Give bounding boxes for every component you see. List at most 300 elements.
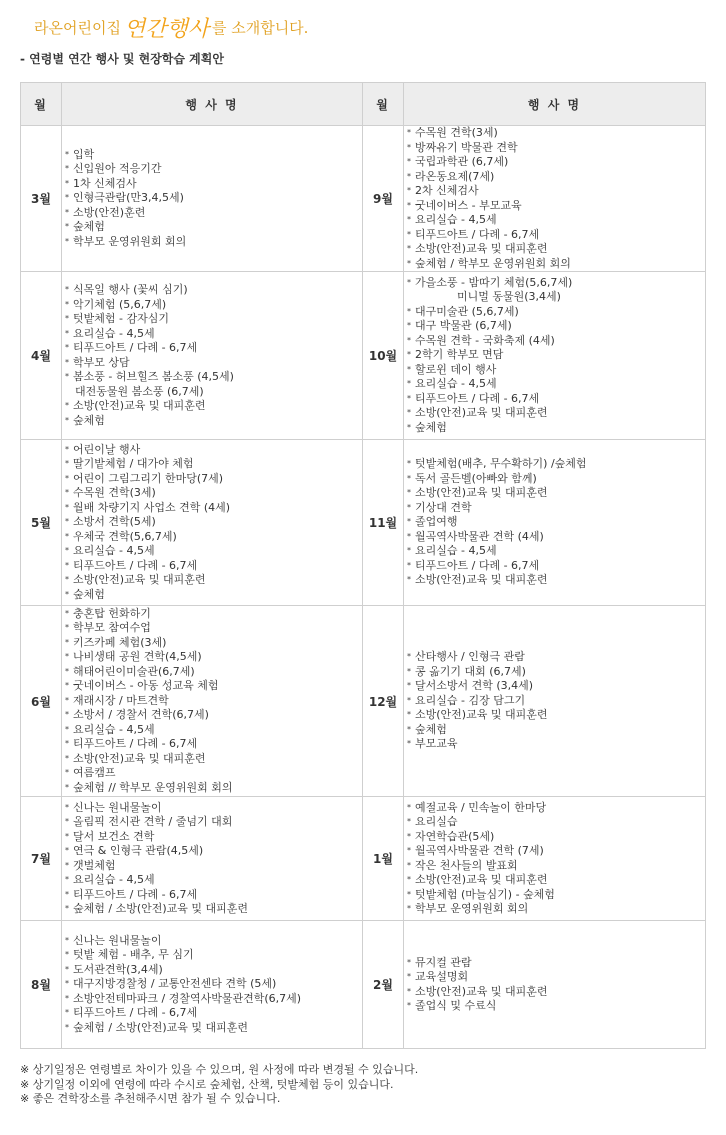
event-item	[65, 220, 359, 235]
event-text: 1차 신체검사	[73, 176, 137, 190]
column-header-event: 행 사 명	[62, 83, 363, 126]
event-item	[407, 815, 702, 830]
event-text: 요리실습 - 4,5세	[415, 377, 497, 391]
asterisk-bullet-icon: *	[407, 393, 411, 403]
notes-section	[20, 1063, 418, 1107]
event-text: 가을소풍 - 밤따기 체험(5,6,7세)	[415, 275, 573, 289]
asterisk-bullet-icon: *	[65, 831, 69, 841]
event-item	[407, 170, 702, 185]
event-item	[65, 443, 359, 458]
month-cell: 10월	[363, 272, 404, 440]
asterisk-bullet-icon: *	[65, 236, 69, 246]
month-cell: 7월	[21, 797, 62, 921]
event-item	[65, 752, 359, 767]
table-row	[21, 126, 706, 272]
header-suffix: 를 소개합니다.	[211, 18, 309, 37]
event-item	[407, 184, 702, 199]
event-list-cell	[62, 606, 363, 797]
event-text: 소방(안전)교육 및 대피훈련	[73, 573, 206, 587]
event-item	[407, 530, 702, 545]
asterisk-bullet-icon: *	[65, 666, 69, 676]
event-text: 숲체험 // 학부모 운영위원회 회의	[73, 780, 233, 794]
event-item	[407, 472, 702, 487]
event-text: 수목원 견학(3세)	[415, 126, 498, 139]
event-text: 대구 박물관 (6,7세)	[415, 319, 512, 333]
event-text: 교육설명회	[415, 970, 469, 983]
event-item	[65, 312, 359, 327]
event-text: 자연학습관(5세)	[415, 829, 495, 843]
event-text: 텃밭체험 (마늘심기) - 숲체험	[415, 887, 555, 901]
event-item	[65, 694, 359, 709]
asterisk-bullet-icon: *	[407, 335, 411, 345]
event-item	[407, 844, 702, 859]
asterisk-bullet-icon: *	[407, 142, 411, 152]
event-item	[407, 155, 702, 170]
asterisk-bullet-icon: *	[407, 972, 411, 981]
asterisk-bullet-icon: *	[65, 904, 69, 913]
event-text: 여름캠프	[73, 766, 116, 780]
event-item	[65, 486, 359, 501]
event-item	[407, 228, 702, 243]
asterisk-bullet-icon: *	[407, 459, 411, 469]
event-text: 해태어린이미술관(6,7세)	[73, 664, 195, 678]
asterisk-bullet-icon: *	[65, 652, 69, 662]
event-item	[65, 148, 359, 163]
event-text: 티푸드아트 / 다례 - 6,7세	[415, 558, 540, 572]
event-item	[407, 213, 702, 228]
event-item	[65, 859, 359, 874]
event-item	[407, 873, 702, 888]
event-text: 숲체험 / 소방(안전)교육 및 대피훈련	[73, 1020, 249, 1034]
event-text: 재래시장 / 마트견학	[73, 693, 169, 707]
asterisk-bullet-icon: *	[65, 753, 69, 763]
event-item	[407, 363, 702, 378]
asterisk-bullet-icon: *	[65, 1022, 69, 1032]
event-item	[65, 650, 359, 665]
event-item	[407, 199, 702, 214]
event-item	[65, 1021, 359, 1036]
event-item	[407, 694, 702, 709]
event-text: 키즈카페 체험(3세)	[73, 635, 167, 649]
event-item	[65, 501, 359, 516]
event-text: 숲체험 / 소방(안전)교육 및 대피훈련	[73, 902, 249, 915]
asterisk-bullet-icon: *	[407, 379, 411, 389]
asterisk-bullet-icon: *	[65, 546, 69, 556]
asterisk-bullet-icon: *	[407, 739, 411, 749]
table-header-row	[21, 83, 706, 126]
event-text: 소방(안전)교육 및 대피훈련	[415, 573, 548, 587]
month-cell: 9월	[363, 126, 404, 272]
event-text: 소방(안전)교육 및 대피훈련	[415, 984, 548, 998]
event-text: 할로윈 데이 행사	[415, 362, 497, 376]
event-text: 졸업여행	[415, 515, 458, 529]
asterisk-bullet-icon: *	[407, 157, 411, 166]
event-text: 소방(안전)교육 및 대피훈련	[73, 751, 206, 765]
event-list-cell	[404, 797, 706, 921]
asterisk-bullet-icon: *	[65, 724, 69, 734]
event-item	[407, 559, 702, 574]
table-row	[21, 921, 706, 1049]
event-item	[65, 370, 359, 385]
event-item	[407, 486, 702, 501]
event-item	[407, 392, 702, 407]
event-item	[407, 334, 702, 349]
event-text: 소방(안전)교육 및 대피훈련	[415, 873, 548, 886]
event-item	[407, 665, 702, 680]
month-cell: 11월	[363, 440, 404, 606]
event-text: 연극 & 인형극 관람(4,5세)	[73, 844, 204, 857]
event-text: 나비생태 공원 견학(4,5세)	[73, 650, 202, 664]
annual-plan-table	[20, 82, 706, 1049]
event-item	[407, 888, 702, 903]
asterisk-bullet-icon: *	[65, 681, 69, 691]
event-item	[407, 457, 702, 472]
asterisk-bullet-icon: *	[407, 681, 411, 691]
asterisk-bullet-icon: *	[65, 299, 69, 309]
asterisk-bullet-icon: *	[407, 473, 411, 483]
event-item	[65, 723, 359, 738]
asterisk-bullet-icon: *	[407, 710, 411, 720]
asterisk-bullet-icon: *	[65, 1008, 69, 1018]
month-cell: 1월	[363, 797, 404, 921]
asterisk-bullet-icon: *	[407, 831, 411, 841]
event-list-cell	[62, 440, 363, 606]
header-prefix: 라온어린이집	[34, 18, 121, 37]
asterisk-bullet-icon: *	[65, 964, 69, 974]
event-text: 학부모 운영위원회 회의	[73, 234, 187, 248]
asterisk-bullet-icon: *	[65, 802, 69, 812]
event-item	[407, 377, 702, 392]
event-text: 달서 보건소 견학	[73, 829, 155, 843]
event-item	[65, 588, 359, 603]
asterisk-bullet-icon: *	[65, 372, 69, 381]
asterisk-bullet-icon: *	[407, 817, 411, 826]
asterisk-bullet-icon: *	[407, 488, 411, 498]
event-text: 텃밭체험 - 감자심기	[73, 312, 169, 325]
event-item	[65, 515, 359, 530]
event-text: 요리실습 - 4,5세	[73, 544, 155, 558]
event-item	[65, 934, 359, 949]
event-item	[65, 177, 359, 192]
asterisk-bullet-icon: *	[407, 695, 411, 705]
event-item	[65, 948, 359, 963]
event-text: 갯벌체험	[73, 858, 116, 872]
event-item	[407, 902, 702, 917]
event-item	[407, 859, 702, 874]
event-item	[407, 348, 702, 363]
event-item	[407, 708, 702, 723]
asterisk-bullet-icon: *	[407, 986, 411, 996]
event-item	[65, 544, 359, 559]
asterisk-bullet-icon: *	[65, 164, 69, 174]
event-item	[407, 956, 702, 971]
asterisk-bullet-icon: *	[65, 502, 69, 512]
event-list-cell	[62, 126, 363, 272]
asterisk-bullet-icon: *	[407, 531, 411, 541]
event-item	[65, 873, 359, 888]
note-line: ※ 상기일정은 연령별로 차이가 있을 수 있으며, 원 사정에 따라 변경될 수 있습니다.	[20, 1063, 419, 1076]
event-text: 방짜유기 박물관 견학	[415, 140, 518, 154]
asterisk-bullet-icon: *	[407, 128, 411, 137]
event-text: 소방(안전)훈련	[73, 205, 146, 219]
event-item	[407, 573, 702, 588]
asterisk-bullet-icon: *	[65, 935, 69, 945]
asterisk-bullet-icon: *	[407, 306, 411, 316]
asterisk-bullet-icon: *	[65, 817, 69, 826]
table-body	[21, 126, 706, 1049]
event-item	[65, 679, 359, 694]
event-text: 티푸드아트 / 다례 - 6,7세	[73, 558, 198, 572]
asterisk-bullet-icon: *	[407, 215, 411, 224]
asterisk-bullet-icon: *	[407, 802, 411, 812]
event-text: 작은 천사들의 발표회	[415, 858, 518, 872]
event-text: 봄소풍 - 허브힐즈 봄소풍 (4,5세)	[73, 370, 234, 383]
asterisk-bullet-icon: *	[65, 222, 69, 232]
event-text: 어린이 그림그리기 한마당(7세)	[73, 471, 224, 485]
event-text: 티푸드아트 / 다례 - 6,7세	[73, 1006, 198, 1020]
event-item	[407, 319, 702, 334]
event-item	[407, 305, 702, 320]
event-text: 학부모 운영위원회 회의	[415, 902, 529, 915]
event-text: 콩 옮기기 대회 (6,7세)	[415, 664, 526, 678]
event-item	[65, 992, 359, 1007]
event-item	[65, 283, 359, 298]
asterisk-bullet-icon: *	[407, 666, 411, 676]
event-text: 요리실습 - 4,5세	[73, 326, 155, 340]
event-item	[65, 162, 359, 177]
event-text: 딸기밭체험 / 대가야 체험	[73, 457, 194, 471]
event-text: 인형극관람(만3,4,5세)	[73, 191, 184, 205]
event-item	[407, 650, 702, 665]
asterisk-bullet-icon: *	[407, 244, 411, 253]
event-text: 국립과학관 (6,7세)	[415, 155, 509, 168]
event-text: 요리실습	[415, 815, 458, 828]
event-text: 어린이날 행사	[73, 442, 141, 456]
event-text: 월배 차량기지 사업소 견학 (4세)	[73, 500, 231, 514]
note-line: ※ 좋은 견학장소를 추천해주시면 참가 될 수 있습니다.	[20, 1092, 281, 1105]
section-subtitle: - 연령별 연간 행사 및 현장학습 계획안	[20, 52, 224, 66]
event-text: 신입원아 적응기간	[73, 162, 162, 176]
event-item	[407, 544, 702, 559]
asterisk-bullet-icon: *	[407, 575, 411, 585]
event-item	[65, 341, 359, 356]
event-item	[65, 830, 359, 845]
event-item	[65, 665, 359, 680]
month-cell: 4월	[21, 272, 62, 440]
event-text: 수목원 견학(3세)	[73, 486, 156, 500]
event-text: 숲체험	[73, 220, 105, 234]
event-text: 대구미술관 (5,6,7세)	[415, 304, 519, 318]
event-item	[407, 276, 702, 291]
asterisk-bullet-icon: *	[65, 285, 69, 294]
event-text: 소방(안전)교육 및 대피훈련	[73, 399, 206, 412]
event-item	[65, 457, 359, 472]
asterisk-bullet-icon: *	[407, 1001, 411, 1010]
asterisk-bullet-icon: *	[65, 889, 69, 899]
asterisk-bullet-icon: *	[407, 860, 411, 870]
asterisk-bullet-icon: *	[65, 637, 69, 647]
event-item	[407, 406, 702, 421]
asterisk-bullet-icon: *	[65, 531, 69, 541]
asterisk-bullet-icon: *	[407, 652, 411, 662]
asterisk-bullet-icon: *	[407, 904, 411, 913]
page-header	[34, 12, 308, 42]
event-list-cell	[62, 797, 363, 921]
asterisk-bullet-icon: *	[65, 739, 69, 749]
event-text: 소방(안전)교육 및 대피훈련	[415, 406, 548, 420]
column-header-month: 월	[363, 83, 404, 126]
event-item	[65, 327, 359, 342]
event-list-cell	[404, 272, 706, 440]
event-text: 텃밭체험(배추, 무수확하기) /숲체험	[415, 457, 587, 471]
event-text: 소방(안전)교육 및 대피훈련	[415, 486, 548, 500]
asterisk-bullet-icon: *	[407, 364, 411, 374]
event-list-cell	[404, 921, 706, 1049]
event-item	[65, 573, 359, 588]
event-text: 입학	[73, 147, 95, 161]
event-text: 굿네이버스 - 아동 성교육 체험	[73, 679, 219, 693]
event-item	[407, 830, 702, 845]
asterisk-bullet-icon: *	[65, 401, 69, 410]
event-item	[65, 815, 359, 830]
asterisk-bullet-icon: *	[407, 171, 411, 181]
event-text: 2학기 학부모 면담	[415, 348, 504, 362]
event-item	[65, 472, 359, 487]
event-item	[65, 235, 359, 250]
event-item	[65, 1006, 359, 1021]
event-text: 월곡역사박물관 견학 (7세)	[415, 844, 544, 857]
event-text: 티푸드아트 / 다례 - 6,7세	[415, 391, 540, 405]
event-item	[65, 356, 359, 371]
event-item	[65, 607, 359, 622]
event-text: 대구지방경찰청 / 교통안전센타 견학 (5세)	[73, 977, 277, 991]
event-text: 소방서 / 경찰서 견학(6,7세)	[73, 708, 209, 722]
event-item	[65, 399, 359, 414]
asterisk-bullet-icon: *	[407, 350, 411, 360]
event-text: 요리실습 - 4,5세	[73, 722, 155, 736]
asterisk-bullet-icon: *	[407, 517, 411, 527]
event-item	[407, 801, 702, 816]
event-item	[407, 999, 702, 1014]
event-item	[407, 723, 702, 738]
event-item	[407, 515, 702, 530]
asterisk-bullet-icon: *	[65, 517, 69, 527]
asterisk-bullet-icon: *	[65, 846, 69, 855]
column-header-event: 행 사 명	[404, 83, 706, 126]
event-text: 숲체험	[415, 722, 447, 736]
header-highlight: 연간행사	[123, 16, 209, 42]
event-item	[65, 385, 359, 400]
event-text: 라온동요제(7세)	[415, 169, 495, 183]
asterisk-bullet-icon: *	[65, 415, 69, 425]
event-text: 졸업식 및 수료식	[415, 999, 497, 1012]
month-cell: 6월	[21, 606, 62, 797]
event-text: 올림픽 전시관 견학 / 줄넘기 대회	[73, 815, 233, 828]
event-item	[65, 801, 359, 816]
event-text: 우체국 견학(5,6,7세)	[73, 529, 177, 543]
asterisk-bullet-icon: *	[407, 724, 411, 734]
event-text: 충혼탑 헌화하기	[73, 606, 151, 620]
event-text: 부모교육	[415, 737, 458, 751]
event-item	[65, 708, 359, 723]
event-text: 2차 신체검사	[415, 184, 479, 197]
event-text: 티푸드아트 / 다례 - 6,7세	[73, 737, 198, 751]
asterisk-bullet-icon: *	[65, 575, 69, 585]
asterisk-bullet-icon: *	[65, 473, 69, 483]
asterisk-bullet-icon: *	[65, 488, 69, 498]
event-text: 숲체험	[415, 420, 447, 434]
event-text: 학부모 참여수업	[73, 621, 151, 635]
event-text: 뮤지컬 관람	[415, 955, 472, 969]
event-item	[65, 636, 359, 651]
event-item	[65, 844, 359, 859]
note-line: ※ 상기일정 이외에 연령에 따라 수시로 숲체험, 산책, 텃밭체험 등이 있습니다.	[20, 1077, 394, 1091]
asterisk-bullet-icon: *	[407, 546, 411, 556]
asterisk-bullet-icon: *	[65, 993, 69, 1003]
event-text: 신나는 원내물놀이	[73, 933, 162, 947]
event-item	[65, 902, 359, 917]
event-text: 숲체험	[73, 413, 105, 427]
asterisk-bullet-icon: *	[65, 875, 69, 884]
asterisk-bullet-icon: *	[65, 444, 69, 454]
event-item	[65, 530, 359, 545]
event-text: 숲체험	[73, 587, 105, 601]
asterisk-bullet-icon: *	[407, 846, 411, 855]
event-text: 월곡역사박물관 견학 (4세)	[415, 529, 544, 543]
event-text: 도서관견학(3,4세)	[73, 962, 163, 976]
event-item	[65, 781, 359, 796]
asterisk-bullet-icon: *	[65, 560, 69, 570]
event-item	[407, 290, 702, 305]
event-item	[65, 191, 359, 206]
asterisk-bullet-icon: *	[65, 178, 69, 188]
event-item	[407, 970, 702, 985]
event-text: 학부모 상담	[73, 355, 130, 369]
event-text: 기상대 견학	[415, 500, 472, 514]
event-text: 숲체험 / 학부모 운영위원회 회의	[415, 256, 571, 270]
asterisk-bullet-icon: *	[65, 589, 69, 599]
asterisk-bullet-icon: *	[407, 258, 411, 268]
asterisk-bullet-icon: *	[407, 889, 411, 899]
asterisk-bullet-icon: *	[407, 408, 411, 418]
event-item	[65, 766, 359, 781]
event-text: 소방(안전)교육 및 대피훈련	[415, 708, 548, 722]
asterisk-bullet-icon: *	[65, 149, 69, 159]
asterisk-bullet-icon: *	[65, 343, 69, 352]
event-item	[65, 621, 359, 636]
event-text: 수목원 견학 - 국화축제 (4세)	[415, 333, 555, 347]
column-header-month: 월	[21, 83, 62, 126]
event-list-cell	[404, 606, 706, 797]
event-item	[65, 737, 359, 752]
event-text: 미니멀 동물원(3,4세)	[457, 290, 561, 304]
event-item	[65, 559, 359, 574]
asterisk-bullet-icon: *	[65, 950, 69, 960]
event-text: 티푸드아트 / 다례 - 6,7세	[73, 887, 198, 901]
asterisk-bullet-icon: *	[407, 321, 411, 331]
event-text: 악기체험 (5,6,7세)	[73, 297, 167, 311]
event-item	[407, 257, 702, 272]
event-text: 소방서 견학(5세)	[73, 515, 156, 529]
event-item	[407, 126, 702, 141]
asterisk-bullet-icon: *	[65, 979, 69, 989]
event-text: 티푸드아트 / 다례 - 6,7세	[415, 227, 540, 241]
asterisk-bullet-icon: *	[65, 459, 69, 469]
event-item	[65, 206, 359, 221]
asterisk-bullet-icon: *	[407, 875, 411, 884]
event-item	[65, 298, 359, 313]
asterisk-bullet-icon: *	[65, 193, 69, 203]
